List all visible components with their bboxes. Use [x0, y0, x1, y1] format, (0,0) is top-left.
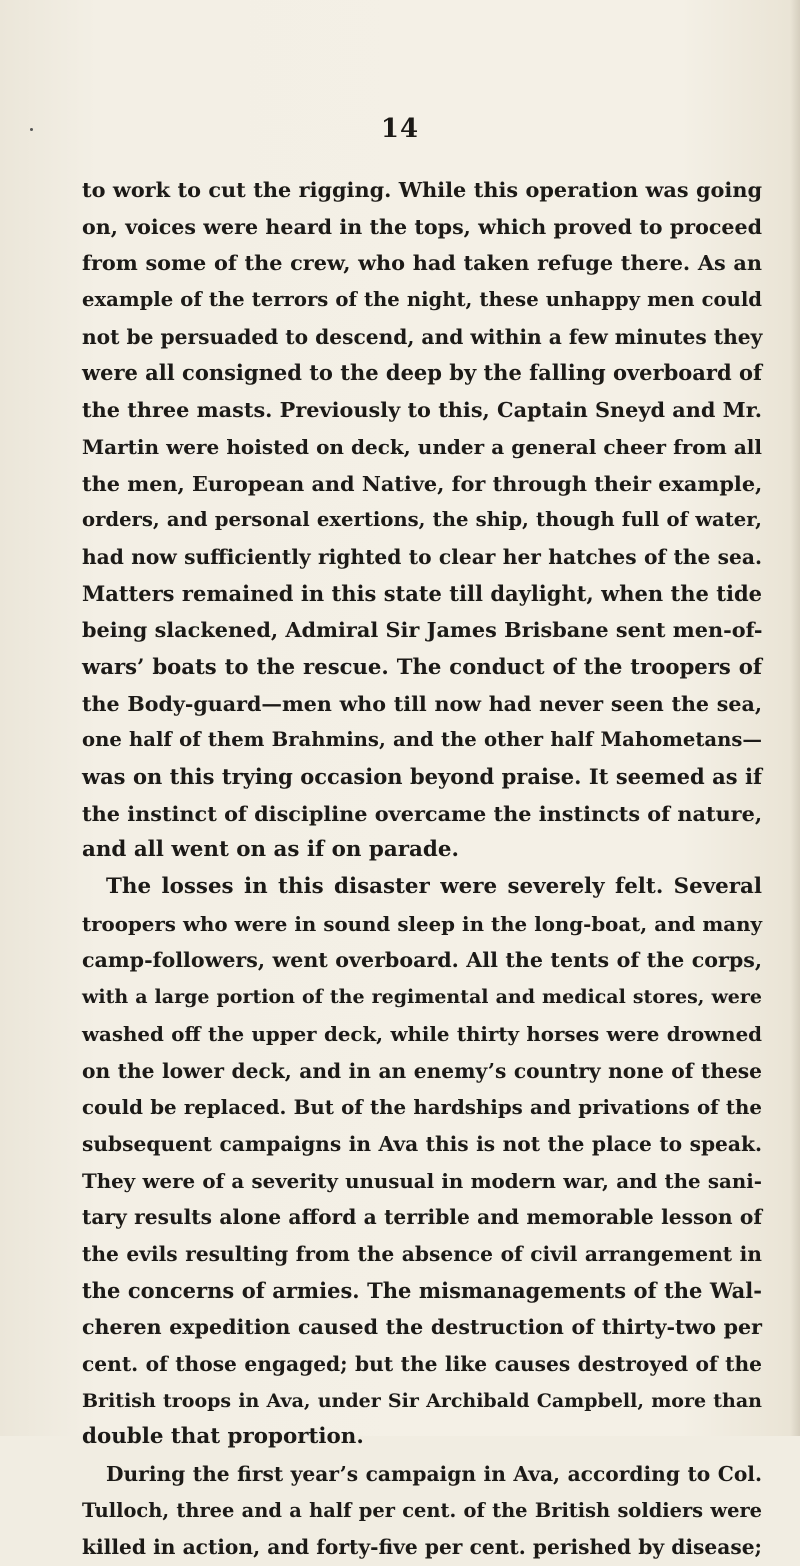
text-line: During the first year’s campaign in Ava, according to Col.: [106, 1462, 762, 1487]
text-line: to work to cut the rigging. While this operation was going: [82, 177, 762, 202]
text-line: were all consigned to the deep by the falling overboard of: [82, 360, 762, 386]
text-line: the instinct of discipline overcame the instincts of nature,: [82, 800, 763, 826]
text-line: subsequent campaigns in Ava this is not the place to speak.: [82, 1131, 762, 1156]
text-line: not be persuaded to descend, and within a few minutes they: [82, 324, 763, 349]
text-line: Matters remained in this state till daylight, when the tide: [82, 580, 762, 606]
text-line: could be replaced. But of the hardships and privations of the: [82, 1095, 762, 1120]
body-text: [82, 172, 762, 1566]
text-line: on the lower deck, and in an enemy’s country none of these: [82, 1058, 762, 1083]
text-line: camp-followers, went overboard. All the tents of the corps,: [82, 948, 762, 973]
text-line: cent. of those engaged; but the like causes destroyed of the: [82, 1352, 762, 1376]
text-line: with a large portion of the regimental and medical stores, were: [82, 986, 762, 1009]
text-line: Martin were hoisted on deck, under a general cheer from all: [82, 434, 762, 459]
text-line: orders, and personal exertions, the ship, though full of water,: [82, 508, 762, 532]
text-line: wars’ boats to the rescue. The conduct of the troopers of: [82, 653, 762, 679]
page-number: 14: [380, 114, 420, 144]
text-line: the three masts. Previously to this, Captain Sneyd and Mr.: [82, 397, 762, 423]
text-line: Tulloch, three and a half per cent. of the British soldiers were: [82, 1498, 762, 1522]
text-line: one half of them Brahmins, and the other half Mahometans—: [82, 728, 762, 752]
text-line: the men, European and Native, for through their example,: [82, 470, 763, 496]
text-line: double that proportion.: [82, 1424, 364, 1450]
text-line: on, voices were heard in the tops, which proved to proceed: [82, 214, 762, 239]
text-line: and all went on as if on parade.: [82, 837, 459, 863]
page-edge-shadow: [790, 0, 800, 1436]
text-line: example of the terrors of the night, these unhappy men could: [82, 288, 762, 312]
text-line: cheren expedition caused the destruction of thirty-two per: [82, 1315, 762, 1340]
text-line: the Body-guard—men who till now had never seen the sea,: [82, 691, 762, 716]
text-line: killed in action, and forty-five per cent. perished by disease;: [82, 1535, 762, 1560]
text-line: washed off the upper deck, while thirty horses were drowned: [82, 1021, 762, 1046]
text-line: being slackened, Admiral Sir James Brisbane sent men-of-: [82, 617, 763, 643]
text-line: had now sufficiently righted to clear her hatches of the sea.: [82, 544, 762, 569]
text-line: was on this trying occasion beyond praise. It seemed as if: [82, 764, 762, 789]
text-line: troopers who were in sound sleep in the long-boat, and many: [82, 911, 762, 936]
text-line: The losses in this disaster were severely felt. Several: [106, 874, 762, 900]
text-line: They were of a severity unusual in modern war, and the sani-: [82, 1168, 762, 1193]
text-line: the concerns of armies. The mismanagements of the Wal-: [82, 1277, 762, 1303]
text-line: from some of the crew, who had taken refuge there. As an: [82, 250, 762, 276]
text-line: British troops in Ava, under Sir Archibald Campbell, more than: [82, 1389, 762, 1412]
text-line: tary results alone afford a terrible and memorable lesson of: [82, 1205, 762, 1230]
text-line: the evils resulting from the absence of civil arrangement in: [82, 1241, 762, 1266]
